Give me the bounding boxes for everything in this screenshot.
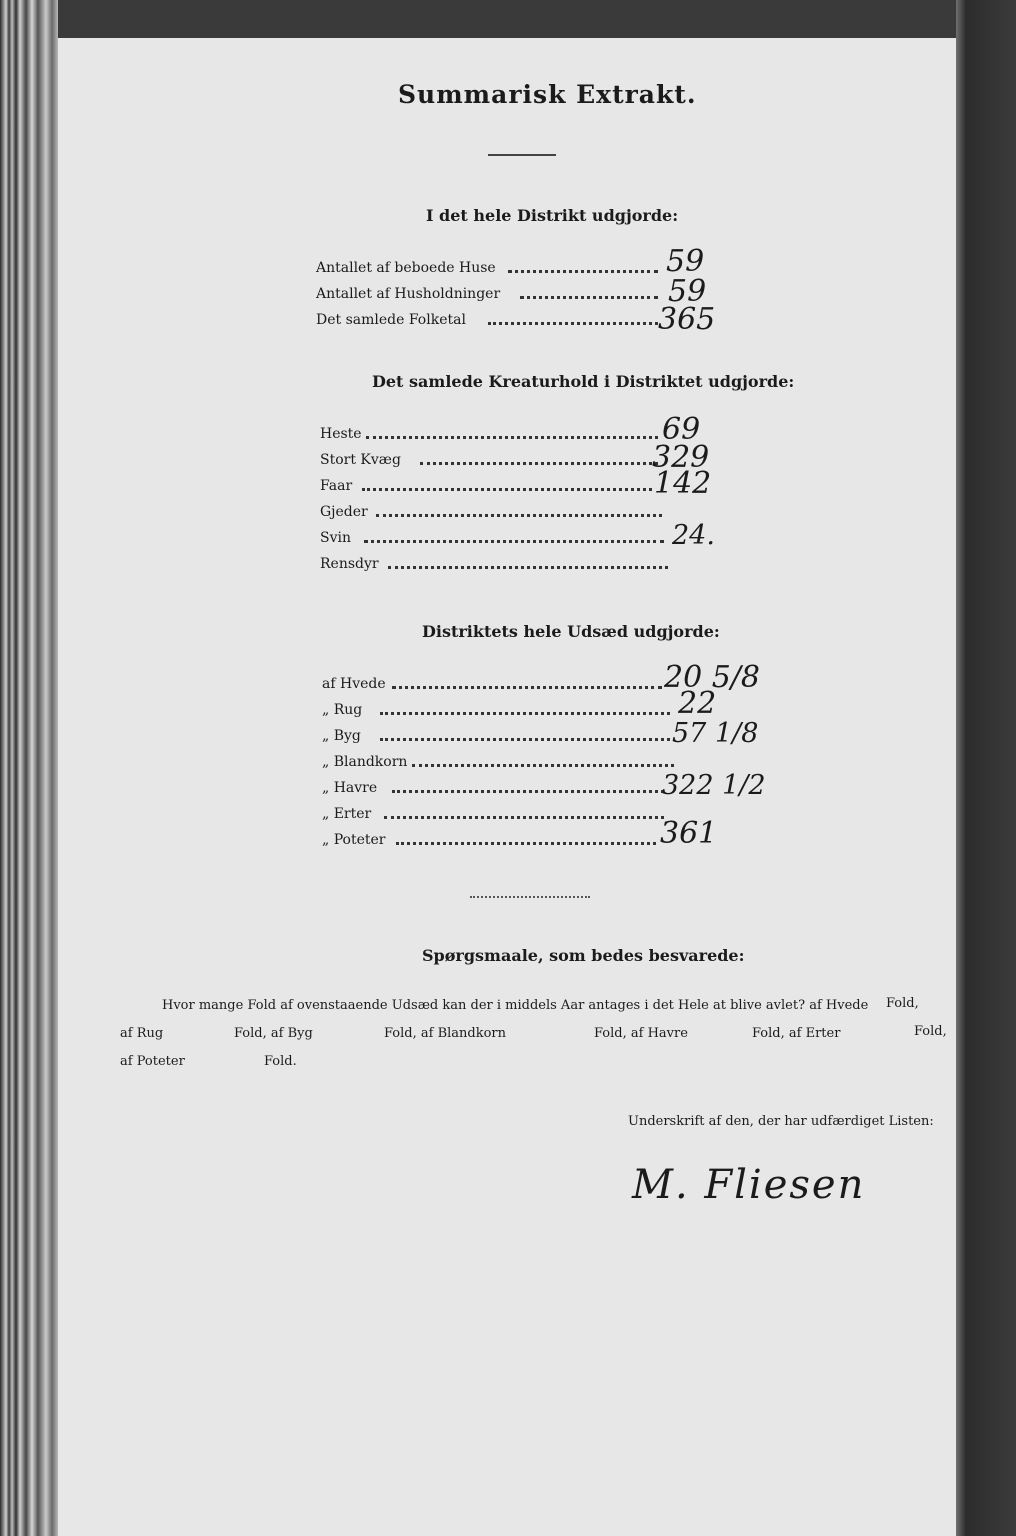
fold-rug: af Rug: [120, 1026, 164, 1041]
row-label: af Hvede: [322, 676, 386, 692]
row-label: Rensdyr: [320, 556, 379, 572]
row-label: „ Erter: [322, 806, 372, 822]
fold-label: Fold,: [886, 996, 919, 1011]
row-value: 24.: [672, 520, 715, 551]
leader-dots: [366, 436, 658, 439]
signature-label: Underskrift af den, der har udfærdiget Listen:: [628, 1114, 934, 1129]
fold-havre: Fold, af Havre: [594, 1026, 688, 1041]
district-heading: I det hele Distrikt udgjorde:: [426, 206, 679, 225]
book-spine: [0, 0, 58, 1536]
row-label: Antallet af Husholdninger: [316, 286, 501, 302]
row-label: „ Poteter: [322, 832, 386, 848]
leader-dots: [412, 764, 674, 767]
fold-blandkorn: Fold, af Blandkorn: [384, 1026, 507, 1041]
livestock-heading: Det samlede Kreaturhold i Distriktet udgjorde:: [372, 372, 795, 391]
leader-dots: [508, 270, 658, 273]
section-divider: [470, 896, 590, 898]
page-edge: [956, 0, 1016, 1536]
seed-heading: Distriktets hele Udsæd udgjorde:: [422, 622, 720, 641]
row-value: 59: [666, 244, 705, 279]
row-label: Svin: [320, 530, 351, 546]
leader-dots: [362, 488, 652, 491]
leader-dots: [380, 712, 670, 715]
fold-end: Fold,: [914, 1024, 947, 1039]
row-label: Faar: [320, 478, 353, 494]
row-value: 57 1/8: [672, 718, 759, 749]
fold-erter: Fold, af Erter: [752, 1026, 841, 1041]
fold-byg: Fold, af Byg: [234, 1026, 313, 1041]
fold-poteter-end: Fold.: [264, 1054, 297, 1069]
leader-dots: [392, 790, 664, 793]
document-page: [58, 38, 956, 1536]
leader-dots: [392, 686, 662, 689]
row-label: Antallet af beboede Huse: [316, 260, 496, 276]
row-value: 361: [660, 816, 718, 851]
leader-dots: [364, 540, 664, 543]
leader-dots: [380, 738, 670, 741]
leader-dots: [388, 566, 668, 569]
row-label: Heste: [320, 426, 362, 442]
row-label: „ Havre: [322, 780, 378, 796]
row-label: „ Blandkorn: [322, 754, 408, 770]
row-label: Det samlede Folketal: [316, 312, 466, 328]
leader-dots: [376, 514, 662, 517]
page-title: Summarisk Extrakt.: [398, 80, 697, 109]
questions-heading: Spørgsmaale, som bedes besvarede:: [422, 946, 745, 965]
row-value: 329: [652, 440, 710, 475]
row-value: 20 5/8: [664, 660, 760, 695]
row-label: „ Byg: [322, 728, 361, 744]
question-line: Hvor mange Fold af ovenstaaende Udsæd kan der i middels Aar antages i det Hele at blive avlet? af Hvede: [162, 998, 869, 1013]
leader-dots: [420, 462, 658, 465]
row-value: 365: [658, 302, 716, 337]
row-value: 322 1/2: [662, 770, 766, 801]
row-value: 69: [662, 412, 701, 447]
row-value: 142: [654, 466, 712, 501]
row-label: „ Rug: [322, 702, 363, 718]
leader-dots: [488, 322, 658, 325]
leader-dots: [520, 296, 658, 299]
row-label: Gjeder: [320, 504, 368, 520]
leader-dots: [384, 816, 664, 819]
row-value: 22: [678, 686, 717, 721]
row-value: 59: [668, 274, 707, 309]
signature: M. Fliesen: [632, 1162, 866, 1208]
fold-poteter: af Poteter: [120, 1054, 185, 1069]
title-divider: [488, 154, 556, 156]
row-label: Stort Kvæg: [320, 452, 401, 468]
leader-dots: [396, 842, 656, 845]
